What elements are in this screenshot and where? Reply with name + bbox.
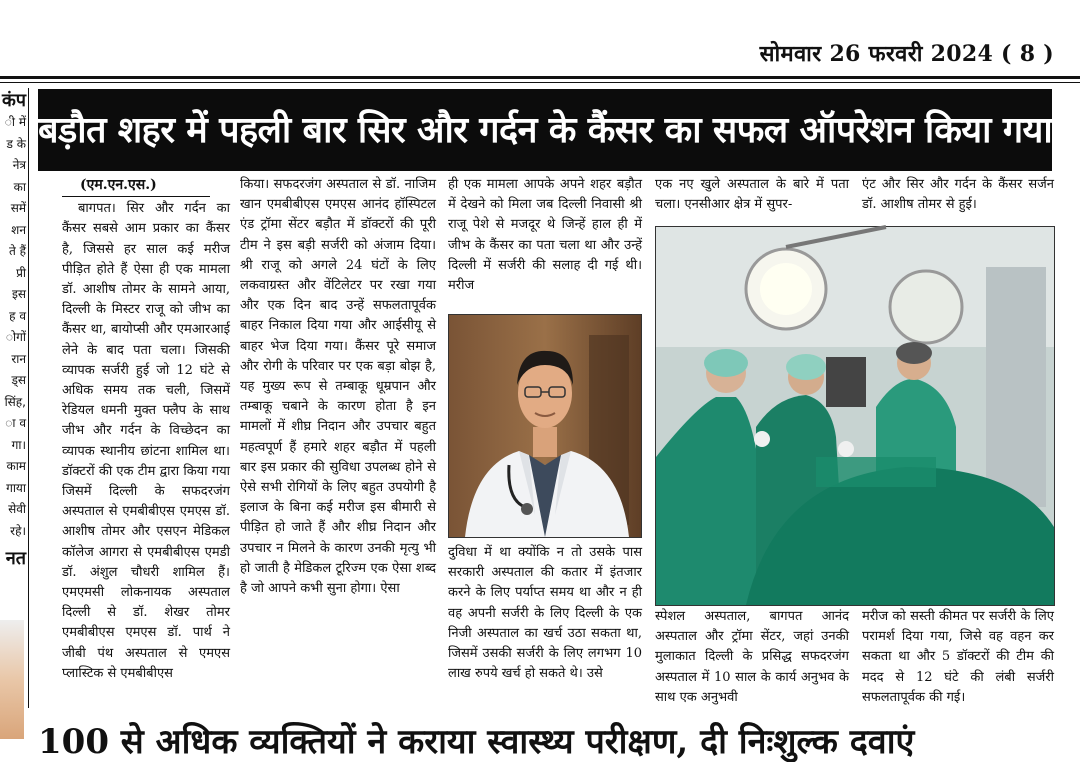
adjacent-article-strip — [0, 90, 26, 650]
adjacent-text-line: रान — [11, 351, 26, 366]
adjacent-text-line: ी में — [4, 115, 26, 129]
column-text: एंट और सिर और गर्दन के कैंसर सर्जन डॉ. आशीष तोमर से हुई। — [862, 177, 1054, 213]
adjacent-headline-fragment: कंप — [1, 90, 26, 111]
adjacent-text-line: काम — [6, 459, 26, 473]
column-text: ही एक मामला आपके अपने शहर बड़ौत में देखने को मिला जब दिल्ली निवासी श्री राजू पेशे से मजदूर थे जिन्हें हाल ही में जीभ के कैंसर का पता चला था और उन्हें दिल्ली में सर्जरी की सलाह दी गई थी। मरीज — [448, 177, 642, 294]
surgery-photo — [655, 226, 1055, 606]
column-divider — [28, 88, 29, 708]
dateline: सोमवार 26 फरवरी 2024 ( 8 ) — [759, 41, 1054, 67]
adjacent-text-line: इस — [11, 287, 26, 301]
article-column-5-bottom — [862, 607, 1054, 717]
article-column-5-top — [862, 175, 1054, 220]
adjacent-text-line: गाया — [6, 480, 26, 495]
masthead-rule-thin — [0, 82, 1080, 83]
doctor-photo — [448, 314, 642, 538]
article-column-1 — [62, 175, 230, 715]
adjacent-text-line: का — [13, 179, 26, 194]
adjacent-text-line: सिंह, — [4, 394, 26, 409]
adjacent-text-line: ते हैं — [8, 244, 26, 258]
article-headline: बड़ौत शहर में पहली बार सिर और गर्दन के कैंसर का सफल ऑपरेशन किया गया — [38, 89, 1052, 171]
adjacent-text-lines — [0, 112, 26, 542]
adjacent-text-line: सेवी — [8, 502, 26, 516]
adjacent-text-line: ोगों — [5, 330, 26, 344]
adjacent-photo — [0, 620, 24, 739]
next-article-headline: 100 से अधिक व्यक्तियों ने कराया स्वास्थ्य परीक्षण, दी निःशुल्क दवाएं — [38, 722, 915, 762]
article-column-4-bottom — [655, 607, 849, 717]
adjacent-headline-fragment-2: नत — [5, 548, 26, 569]
byline-rule — [62, 196, 210, 197]
column-text: किया। सफदरजंग अस्पताल से डॉ. नाजिम खान एमबीबीएस एमएस आनंद हॉस्पिटल एंड ट्रॉमा सेंटर बड़ौत में डॉक्टरों की पूरी टीम ने इस बड़ी सर्जरी को अंजाम दिया। श्री राजू को अगले 24 घंटों के लिए लकवाग्रस्त और वेंटिलेटर पर रखा गया और एक दिन बाद उन्हें सफलतापूर्वक बाहर निकाल दिया गया और आईसीयू से बाहर भेज दिया गया। कैंसर पूरे समाज और रोगी के परिवार पर एक बड़ा बोझ है, यह मुख्य रूप से तम्बाकू धूम्रपान और तम्बाकू चबाने के कारण होता है इन मामलों में शीघ्र निदान और उपचार बहुत महत्वपूर्ण हैं हमारे शहर बड़ौत में पहली बार इस प्रकार की सुविधा उपलब्ध होने से ऐसे सभी रोगियों के लिए बहुत उपयोगी है इलाज के बिना कई मरीज इस बीमारी से पीड़ित हो जाते हैं और शीघ्र निदान और उपचार न मिलने के कारण उनकी मृत्यु भी हो जाती है मेडिकल टूरिज्म एक ऐसा शब्द है जो आपने कभी सुना होगा। ऐसा — [240, 177, 436, 597]
article-column-2 — [240, 175, 436, 715]
article-column-4-top — [655, 175, 849, 220]
adjacent-text-line: गा। — [11, 437, 26, 452]
article-column-3-top — [448, 175, 642, 305]
adjacent-text-line: ड के — [6, 136, 26, 151]
column-text: स्पेशल अस्पताल, बागपत आनंद अस्पताल और ट्रॉमा सेंटर, जहां उनकी मुलाकात दिल्ली के प्रसिद्ध सफदरजंग अस्पताल में 10 साल के कार्य अनुभव के साथ एक अनुभवी — [655, 609, 849, 705]
adjacent-text-line: समें — [10, 201, 26, 215]
column-text: दुविधा में था क्योंकि न तो उसके पास सरकारी अस्पताल की कतार में इंतजार करने के लिए पर्याप्त समय था और न ही वह अपनी सर्जरी के लिए दिल्ली के एक निजी अस्पताल का खर्च उठा सकता था, जिसमें उसकी सर्जरी के लिए लगभग 10 लाख रुपये खर्च हो सकते थे। उसे — [448, 545, 642, 682]
adjacent-text-line: प्री — [16, 265, 26, 280]
adjacent-text-line: ह व — [9, 308, 26, 323]
column-text: मरीज को सस्ती कीमत पर सर्जरी के लिए परामर्श दिया गया, जिसे वह वहन कर सकता था और 5 डॉक्टरों की टीम की मदद से 12 घंटे की लंबी सर्जरी सफलतापूर्वक की गई। — [862, 609, 1054, 705]
adjacent-text-line: रहे। — [10, 523, 26, 538]
article-column-3-bottom — [448, 543, 642, 715]
adjacent-text-line: शन — [11, 222, 26, 237]
byline: (एम.एन.एस.) — [80, 177, 157, 193]
masthead-rule — [0, 76, 1080, 79]
adjacent-text-line: ड्स — [11, 373, 26, 387]
adjacent-text-line: ा व — [5, 416, 26, 430]
column-text: एक नए खुले अस्पताल के बारे में पता चला। एनसीआर क्षेत्र में सुपर- — [655, 177, 849, 213]
column-text: बागपत। सिर और गर्दन का कैंसर सबसे आम प्रकार का कैंसर है, जिससे हर साल कई मरीज पीड़ित होते हैं ऐसा ही एक मामला डॉ. आशीष तोमर के सामने आया, दिल्ली के मिस्टर राजू को जीभ का कैंसर था, बायोप्सी और एमआरआई लेने के बाद पता चला। जिसकी व्यापक सर्जरी हुई जो 12 घंटे से अधिक समय तक चली, जिसमें रेडियल धमनी मुक्त फ्लैप के साथ जीभ और गर्दन के विच्छेदन का व्यापक स्थानीय छांटना शामिल था। डॉक्टरों की एक टीम द्वारा किया गया जिसमें दिल्ली के सफदरजंग अस्पताल से एमबीबीएस एमएस डॉ. आशीष तोमर और एसएन मेडिकल कॉलेज आगरा से एमबीबीएस एमडी डॉ. अंशुल चौधरी शामिल हैं। एमएमसी लोकनायक अस्पताल दिल्ली से डॉ. शेखर तोमर एमबीबीएस एमएस डॉ. पार्थ ने जीबी पंथ अस्पताल से एमएस प्लास्टिक से एमबीबीएस — [62, 201, 230, 681]
adjacent-text-line: नेत्र — [12, 158, 26, 172]
